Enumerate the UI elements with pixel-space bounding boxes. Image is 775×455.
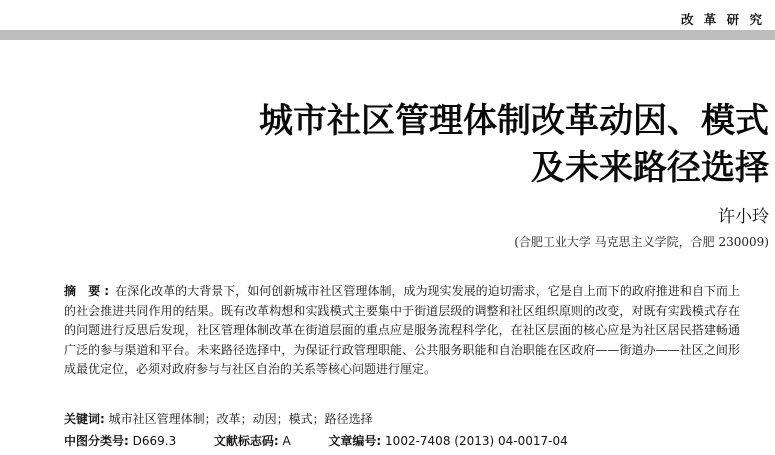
article-title: [259, 98, 769, 192]
clc-label: 中图分类号:: [64, 434, 129, 448]
keywords-label: 关键词:: [64, 412, 105, 426]
author-name: 许小玲: [718, 207, 769, 227]
header-rule: [0, 30, 775, 40]
doc-code-value: A: [282, 434, 291, 448]
title-line-1: 城市社区管理体制改革动因、模式: [259, 101, 769, 141]
title-line-2: 及未来路径选择: [531, 148, 769, 188]
abstract-text: 在深化改革的大背景下，如何创新城市社区管理体制，成为现实发展的迫切需求，它是自上而下的政府推进和自下而上的社会推进共同作用的结果。既有改革构想和实践模式主要集中于街道层级的调整和社区组织原则的改变，对既有实践模式存在的问题进行反思后发现，社区管理体制改革在街道层面的重点应是服务流程科学化，在社区层面的核心应是为社区居民搭建畅通广泛的参与渠道和平台。未来路径选择中，为保证行政管理职能、公共服务职能和自治职能在区政府——街道办——社区之间形成最优定位，必须对政府参与与社区自治的关系等核心问题进行厘定。: [64, 284, 740, 377]
article-number-value: 1002-7408 (2013) 04-0017-04: [385, 434, 568, 448]
article-number-label: 文章编号:: [328, 434, 382, 448]
author-affiliation: (合肥工业大学 马克思主义学院，合肥 230009): [514, 235, 769, 249]
abstract: [64, 282, 740, 380]
keywords: [64, 410, 373, 427]
keywords-text: 城市社区管理体制；改革；动因；模式；路径选择: [108, 412, 373, 426]
abstract-label: 摘 要:: [64, 284, 114, 298]
clc-value: D669.3: [132, 434, 177, 448]
journal-section-label: 改 革 研 究: [680, 12, 765, 27]
classification-line: [64, 432, 568, 449]
doc-code-label: 文献标志码:: [213, 434, 279, 448]
